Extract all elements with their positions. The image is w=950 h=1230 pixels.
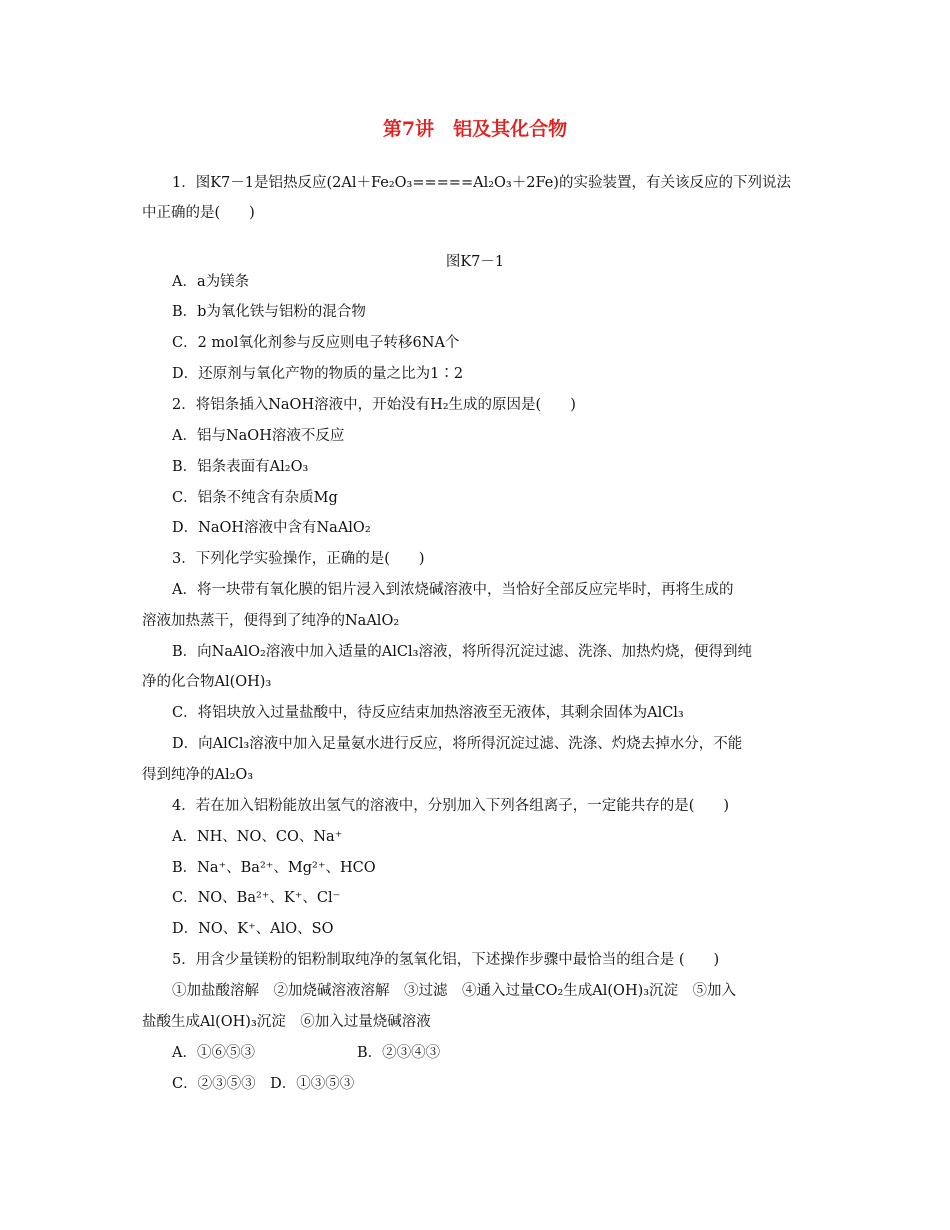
q1-option-c: C．2 mol氧化剂参与反应则电子转移6NA个 — [172, 335, 460, 351]
q4-option-d: D．NO、K⁺、AlO、SO — [172, 921, 334, 937]
q5-steps-line2: 盐酸生成Al(OH)₃沉淀 ⑥加入过量烧碱溶液 — [142, 1014, 431, 1030]
q5-steps-line1: ①加盐酸溶解 ②加烧碱溶液溶解 ③过滤 ④通入过量CO₂生成Al(OH)₃沉淀 ⑤加入 — [172, 983, 737, 999]
q3-option-b-line2: 净的化合物Al(OH)₃ — [142, 674, 272, 690]
q1-stem-line1: 1．图K7－1是铝热反应(2Al＋Fe₂O₃=====Al₂O₃＋2Fe)的实验装置，有关该反应的下列说法 — [172, 175, 791, 191]
q4-option-a: A．NH、NO、CO、Na⁺ — [172, 829, 343, 845]
q5-option-b: B．②③④③ — [357, 1045, 441, 1061]
q2-stem: 2．将铝条插入NaOH溶液中，开始没有H₂生成的原因是( ) — [172, 397, 576, 413]
q3-option-d-line2: 得到纯净的Al₂O₃ — [142, 767, 254, 783]
q3-option-a-line2: 溶液加热蒸干，便得到了纯净的NaAlO₂ — [142, 613, 400, 629]
q1-stem-line2: 中正确的是( ) — [142, 205, 255, 221]
page-title: 第7讲 铝及其化合物 — [382, 118, 568, 140]
q3-option-b-line1: B．向NaAlO₂溶液中加入适量的AlCl₃溶液，将所得沉淀过滤、洗涤、加热灼烧，便得到纯 — [172, 644, 752, 660]
q5-stem: 5．用含少量镁粉的铝粉制取纯净的氢氧化铝，下述操作步骤中最恰当的组合是 ( ) — [172, 952, 720, 968]
q1-option-b: B．b为氧化铁与铝粉的混合物 — [172, 304, 366, 320]
q2-option-c: C．铝条不纯含有杂质Mg — [172, 490, 338, 506]
q4-option-c: C．NO、Ba²⁺、K⁺、Cl⁻ — [172, 890, 341, 906]
q3-option-a-line1: A．将一块带有氧化膜的铝片浸入到浓烧碱溶液中，当恰好全部反应完毕时，再将生成的 — [172, 582, 734, 598]
figure-caption: 图K7－1 — [445, 254, 505, 270]
q1-option-d: D．还原剂与氧化产物的物质的量之比为1∶2 — [172, 366, 464, 382]
q2-option-a: A．铝与NaOH溶液不反应 — [172, 428, 345, 444]
q3-option-d-line1: D．向AlCl₃溶液中加入足量氨水进行反应，将所得沉淀过滤、洗涤、灼烧去掉水分，不能 — [172, 736, 743, 752]
q1-option-a: A．a为镁条 — [172, 274, 250, 290]
q4-stem: 4．若在加入铝粉能放出氢气的溶液中，分别加入下列各组离子，一定能共存的是( ) — [172, 798, 730, 814]
q3-stem: 3．下列化学实验操作，正确的是( ) — [172, 551, 425, 567]
q5-option-a: A．①⑥⑤③ — [172, 1045, 255, 1061]
q2-option-d: D．NaOH溶液中含有NaAlO₂ — [172, 520, 371, 536]
q4-option-b: B．Na⁺、Ba²⁺、Mg²⁺、HCO — [172, 860, 376, 876]
q3-option-c: C．将铝块放入过量盐酸中，待反应结束加热溶液至无液体，其剩余固体为AlCl₃ — [172, 705, 684, 721]
q5-option-c-d: C．②③⑤③ D．①③⑤③ — [172, 1076, 355, 1092]
q2-option-b: B．铝条表面有Al₂O₃ — [172, 459, 309, 475]
